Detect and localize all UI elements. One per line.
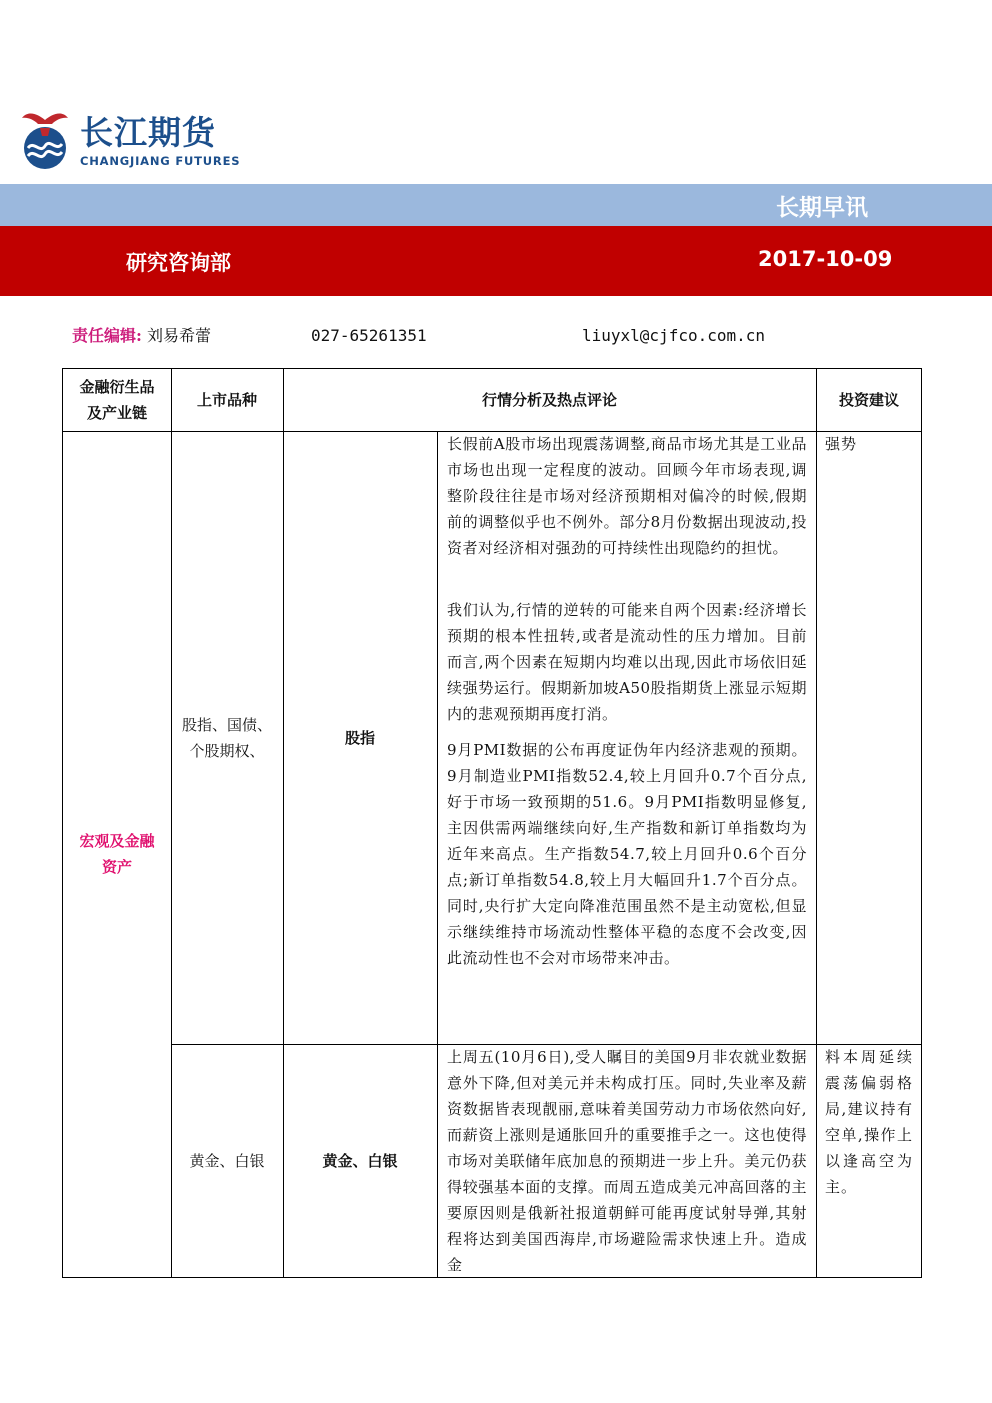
header-products: 上市品种 (196, 391, 257, 409)
editor-phone: 027-65261351 (311, 326, 427, 345)
report-title: 长期早讯 (776, 195, 868, 221)
logo-english-text: CHANGJIANG FUTURES (80, 154, 241, 168)
report-date: 2017-10-09 (758, 247, 893, 271)
row-variety: 股指 (344, 728, 375, 747)
row-variety: 黄金、白银 (322, 1151, 398, 1170)
dragon-emblem-icon (18, 108, 72, 172)
department-name: 研究咨询部 (126, 251, 231, 275)
analysis-paragraph: 长假前A股市场出现震荡调整,商品市场尤其是工业品市场也出现一定程度的波动。回顾今年市场表现,调整阶段往往是市场对经济预期相对偏冷的时候,假期前的调整似乎也不例外。部分8月份数据出现波动,投资者对经济相对强劲的可持续性出现隐约的担忧。 (447, 435, 807, 557)
analysis-paragraph: 9月PMI数据的公布再度证伪年内经济悲观的预期。9月制造业PMI指数52.4,较上月回升0.7个百分点,好于市场一致预期的51.6。9月PMI指数明显修复,主因供需两端继续向好,生产指数和新订单指数均为近年来高点。生产指数54.7,较上月回升0.6个百分点;新订单指数54.8,较上月大幅回升1.7个百分点。同时,央行扩大定向降准范围虽然不是主动宽松,但显示继续维持市场流动性整体平稳的态度不会改变,因此流动性也不会对市场带来冲击。 (447, 741, 807, 967)
header-advice: 投资建议 (838, 391, 899, 409)
header-category: 金融衍生品及产业链 (79, 378, 155, 422)
category-cell: 宏观及金融资产 (79, 832, 155, 876)
logo-chinese-text: 长江期货 (80, 113, 216, 152)
row-products: 黄金、白银 (189, 1151, 265, 1170)
title-banner (0, 184, 992, 226)
row-products: 股指、国债、个股期权、 (181, 715, 272, 760)
company-logo (18, 108, 258, 172)
editor-name: 刘易希蕾 (147, 326, 212, 345)
row-advice: 强势 (825, 435, 858, 453)
analysis-paragraph: 我们认为,行情的逆转的可能来自两个因素:经济增长预期的根本性扭转,或者是流动性的压力增加。目前而言,两个因素在短期内均难以出现,因此市场依旧延续强势运行。假期新加坡A50股指期货上涨显示短期内的悲观预期再度打消。 (447, 601, 807, 723)
header-analysis: 行情分析及热点评论 (481, 391, 617, 409)
editor-line (72, 325, 211, 347)
row-advice: 料本周延续震荡偏弱格局,建议持有空单,操作上以逢高空为主。 (825, 1048, 913, 1196)
editor-label: 责任编辑: (72, 326, 142, 345)
editor-email[interactable]: liuyxl@cjfco.com.cn (582, 326, 766, 345)
analysis-table (62, 368, 922, 1278)
department-banner (0, 226, 992, 296)
analysis-paragraph: 上周五(10月6日),受人瞩目的美国9月非农就业数据意外下降,但对美元并未构成打压。同时,失业率及薪资数据皆表现靓丽,意味着美国劳动力市场依然向好,而薪资上涨则是通胀回升的重要推手之一。这也使得市场对美联储年底加息的预期进一步上升。美元仍获得较强基本面的支撑。而周五造成美元冲高回落的主要原因则是俄新社报道朝鲜可能再度试射导弹,其射程将达到美国西海岸,市场避险需求快速上升。造成金 (447, 1048, 807, 1274)
